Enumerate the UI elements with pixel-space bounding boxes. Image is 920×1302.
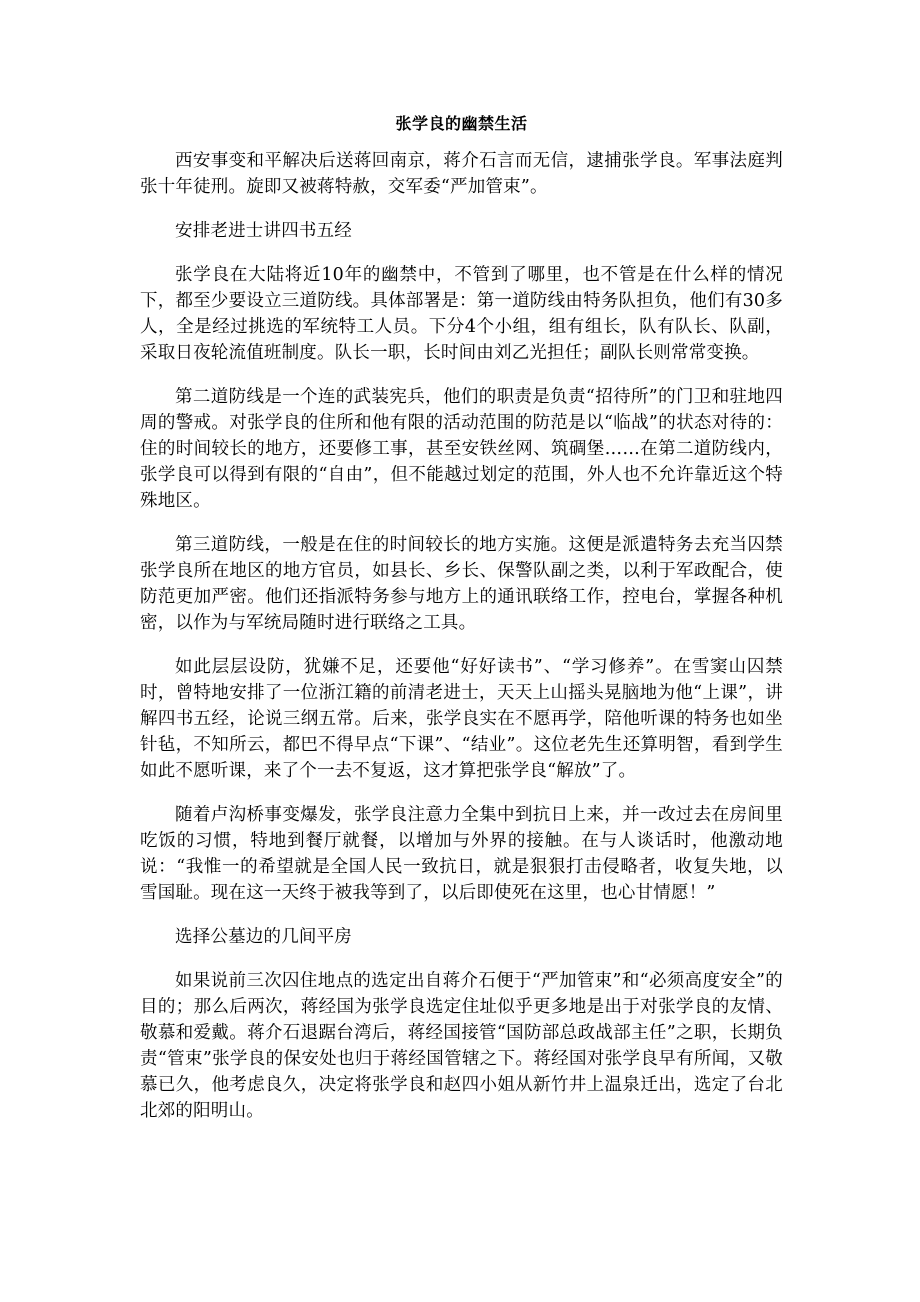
paragraph: 西安事变和平解决后送蒋回南京，蒋介石言而无信，逮捕张学良。军事法庭判张十年徒刑。旋即又被蒋特赦，交军委“严加管束”。 [140,151,783,197]
document-title: 张学良的幽禁生活 [395,114,528,133]
paragraph: 张学良在大陆将近10年的幽禁中，不管到了哪里，也不管是在什么样的情况下，都至少要设立三道防线。具体部署是：第一道防线由特务队担负，他们有30多人，全是经过挑选的军统特工人员。下分4个小组，组有组长，队有队长、队副，采取日夜轮流值班制度。队长一职，长时间由刘乙光担任；副队长则常常变换。 [140,265,783,363]
section-heading: 选择公墓边的几间平房 [175,927,352,947]
paragraph: 第二道防线是一个连的武装宪兵，他们的职责是负责“招待所”的门卫和驻地四周的警戒。对张学良的住所和他有限的活动范围的防范是以“临战”的状态对待的：住的时间较长的地方，还要修工事，甚至安铁丝网、筑碉堡……在第二道防线内，张学良可以得到有限的“自由”，但不能越过划定的范围，外人也不允许靠近这个特殊地区。 [140,387,783,511]
paragraph: 第三道防线，一般是在住的时间较长的地方实施。这便是派遣特务去充当囚禁张学良所在地区的地方官员，如县长、乡长、保警队副之类，以利于军政配合，使防范更加严密。他们还指派特务参与地方上的通讯联络工作，控电台，掌握各种机密，以作为与军统局随时进行联络之工具。 [140,535,783,633]
section-heading: 安排老进士讲四书五经 [175,221,352,241]
paragraph: 如此层层设防，犹嫌不足，还要他“好好读书”、“学习修养”。在雪窦山囚禁时，曾特地安排了一位浙江籍的前清老进士，天天上山摇头晃脑地为他“上课”，讲解四书五经，论说三纲五常。后来，张学良实在不愿再学，陪他听课的特务也如坐针毡，不知所云，都巴不得早点“下课”、“结业”。这位老先生还算明智，看到学生如此不愿听课，来了个一去不复返，这才算把张学良“解放”了。 [140,657,783,781]
paragraph: 随着卢沟桥事变爆发，张学良注意力全集中到抗日上来，并一改过去在房间里吃饭的习惯，特地到餐厅就餐，以增加与外界的接触。在与人谈话时，他激动地说：“我惟一的希望就是全国人民一致抗日，就是狠狠打击侵略者，收复失地，以雪国耻。现在这一天终于被我等到了，以后即使死在这里，也心甘情愿！” [140,805,783,903]
paragraph: 如果说前三次囚住地点的选定出自蒋介石便于“严加管束”和“必须高度安全”的目的；那么后两次，蒋经国为张学良选定住址似乎更多地是出于对张学良的友情、敬慕和爱戴。蒋介石退踞台湾后，蒋经国接管“国防部总政战部主任”之职，长期负责“管束”张学良的保安处也归于蒋经国管辖之下。蒋经国对张学良早有所闻，又敬慕已久，他考虑良久，决定将张学良和赵四小姐从新竹井上温泉迁出，选定了台北北郊的阳明山。 [140,971,783,1121]
document-page [140,100,783,1142]
